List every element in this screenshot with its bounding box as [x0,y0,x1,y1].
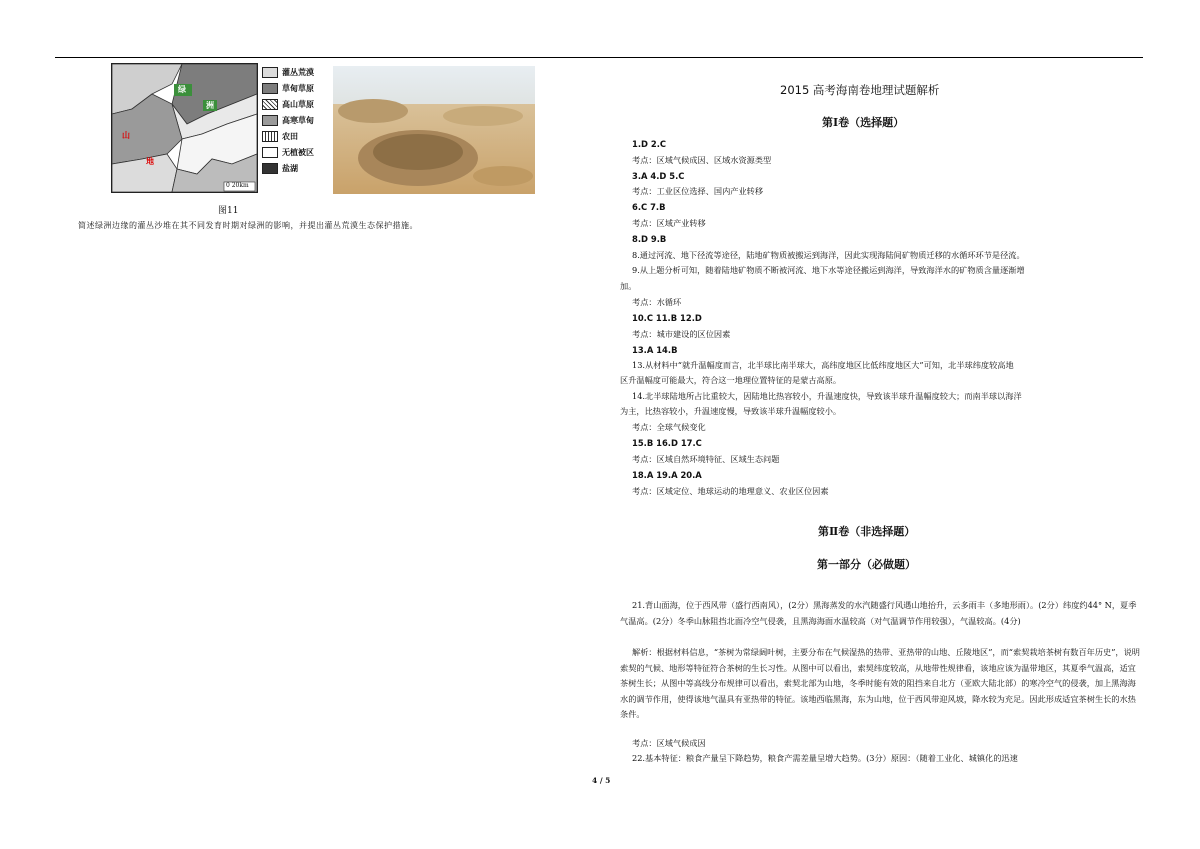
map-figure [111,63,258,193]
legend-swatch [262,163,278,174]
answer-text: 8.通过河流、地下径流等途径，陆地矿物质被搬运到海洋，因此实现海陆间矿物质迁移的水循环环节是径流。 [632,250,1025,260]
answer-text: 为主，比热容较小，升温速度慢，导致该半球升温幅度较小。 [620,406,842,416]
knowledge-point: 考点：区域产业转移 [632,218,706,228]
knowledge-point: 考点：工业区位选择、国内产业转移 [632,186,764,196]
answer-line: 1.D 2.C [632,139,667,149]
legend-item [262,64,332,80]
header-rule [55,57,1143,58]
legend-label: 高寒草甸 [282,115,314,125]
knowledge-point: 考点：城市建设的区位因素 [632,329,731,339]
legend-swatch [262,83,278,94]
legend-item [262,160,332,176]
map-label-oasis-1: 绿 [178,84,186,94]
map-scale: 0 20km [226,182,249,189]
map-label-mountain-2: 地 [146,156,154,166]
legend-item [262,96,332,112]
legend-swatch [262,115,278,126]
knowledge-point: 考点：水循环 [632,297,682,307]
answer-paragraph: 21.背山面海，位于西风带（盛行西南风），(2分）黑海蒸发的水汽随盛行风遇山地抬升，云多雨丰（多地形雨）。(2分）纬度约44° N，夏季气温高。(2分）冬季山脉阻挡北面冷空气侵袭，且黑海海面水温较高（对气温调节作用较强），气温较高。(4分) [620,600,1137,626]
question-text: 简述绿洲边缘的灌丛沙堆在其不同发育时期对绿洲的影响，并提出灌丛荒漠生态保护措施。 [78,221,418,230]
legend-item [262,112,332,128]
map-legend [262,64,332,176]
legend-label: 农田 [282,131,298,141]
map-label-oasis-2: 洲 [206,100,214,110]
legend-item [262,144,332,160]
legend-label: 盐湖 [282,163,298,173]
answer-line: 6.C 7.B [632,202,666,212]
legend-item [262,80,332,96]
knowledge-point: 考点：区域定位、地球运动的地理意义、农业区位因素 [632,486,829,496]
knowledge-point: 考点：区域气候成因 [632,738,706,748]
answer-line: 8.D 9.B [632,234,667,244]
answer-text: 加。 [620,281,637,291]
analysis-paragraph: 解析：根据材料信息，“茶树为常绿阔叶树，主要分布在气候湿热的热带、亚热带的山地、丘陵地区”，而“索契栽培茶树有数百年历史”，说明索契的气候、地形等特征符合茶树的生长习性。从图中可以看出，索契纬度较高，从地带性规律看，该地应该为温带地区，其夏季气温高，适宜茶树生长；从图中等高线分布规律可以看出，索契北部为山地，冬季时能有效的阻挡来自北方（亚欧大陆北部）的寒冷空气的侵袭，加上黑海海水的调节作用，使得该地气温具有亚热带的特征。该地西临黑海，东为山地，位于西风带迎风坡，降水较为充足。因此形成适宜茶树生长的水热条件。 [620,647,1140,719]
knowledge-point: 考点：全球气候变化 [632,422,706,432]
legend-label: 高山草原 [282,99,314,109]
legend-label: 无植被区 [282,147,314,157]
answer-text: 22.基本特征：粮食产量呈下降趋势，粮食产需差量呈增大趋势。(3分）原因：（随着工业化、城镇化的迅速 [632,753,1018,763]
answer-text: 9.从上题分析可知，随着陆地矿物质不断被河流、地下水等途径搬运到海洋，导致海洋水的矿物质含量逐渐增 [632,265,1025,275]
knowledge-point: 考点：区域气候成因、区域水资源类型 [632,155,772,165]
legend-swatch [262,99,278,110]
legend-label: 草甸草原 [282,83,314,93]
answer-line: 3.A 4.D 5.C [632,171,685,181]
desert-photo [333,66,535,194]
part1-title: 第Ⅰ卷（选择题） [822,116,905,129]
legend-swatch [262,147,278,158]
answer-text: 13.从材料中“就升温幅度而言，北半球比南半球大，高纬度地区比低纬度地区大”可知，北半球纬度较高地 [632,360,1014,370]
legend-label: 灌丛荒漠 [282,67,314,77]
part2-title: 第Ⅱ卷（非选择题） [818,525,916,538]
answer-line: 10.C 11.B 12.D [632,313,702,323]
answer-text: 区升温幅度可能最大，符合这一地理位置特征的是蒙古高原。 [620,375,842,385]
legend-swatch [262,131,278,142]
answer-line: 15.B 16.D 17.C [632,438,702,448]
page-number: 4 / 5 [592,776,611,785]
map-label-mountain-1: 山 [122,130,130,140]
part2-subtitle: 第一部分（必做题） [817,558,916,571]
legend-swatch [262,67,278,78]
answer-line: 13.A 14.B [632,345,678,355]
document-title: 2015 高考海南卷地理试题解析 [780,83,940,97]
answer-line: 18.A 19.A 20.A [632,470,702,480]
answer-text: 14.北半球陆地所占比重较大，因陆地比热容较小，升温速度快，导致该半球升温幅度较大；而南半球以海洋 [632,391,1022,401]
legend-item [262,128,332,144]
figure-caption: 图11 [218,206,239,216]
knowledge-point: 考点：区域自然环境特征、区域生态问题 [632,454,780,464]
